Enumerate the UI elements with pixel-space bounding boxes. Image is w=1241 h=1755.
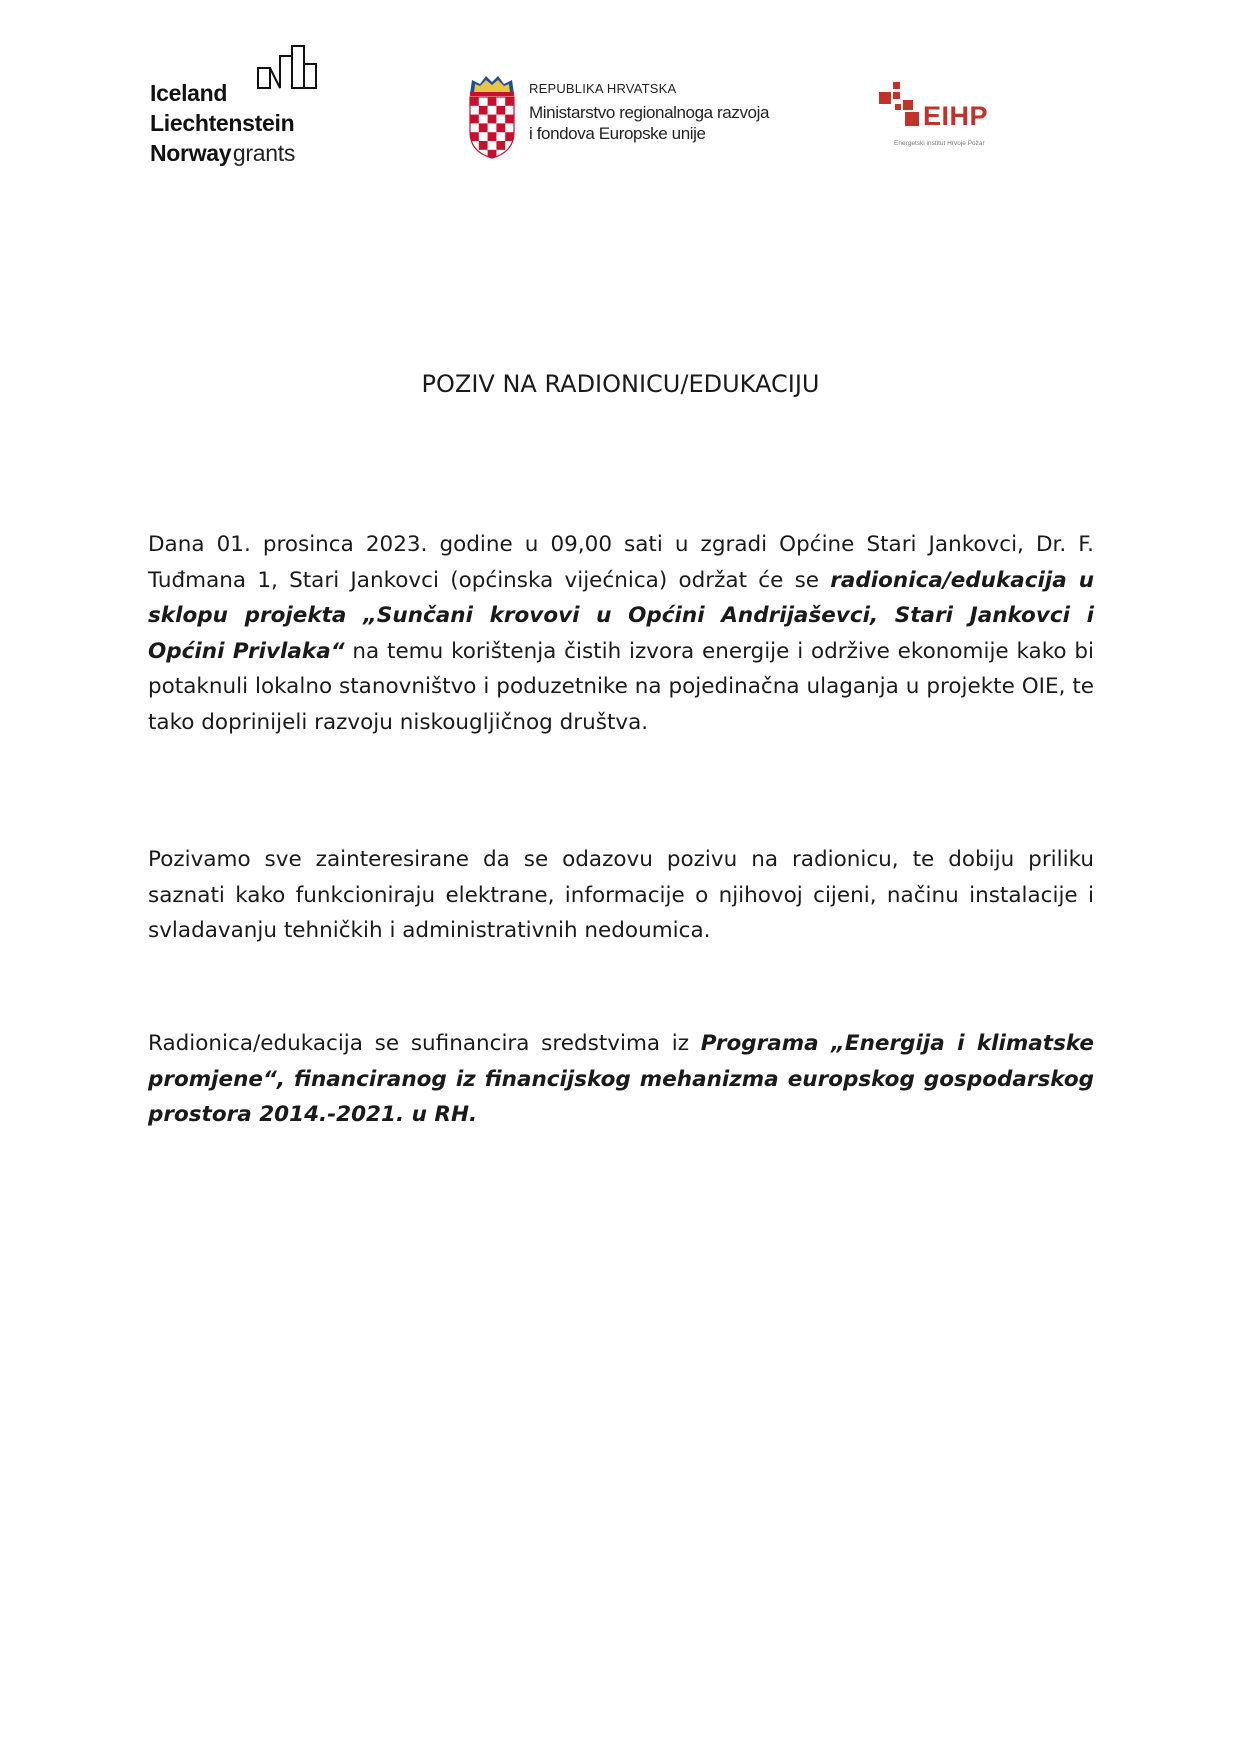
eea-logo-liechtenstein: Liechtenstein xyxy=(150,110,295,136)
ministry-logo xyxy=(466,74,796,164)
eea-logo-norway: Norway xyxy=(150,140,232,166)
paragraph3-text-before: Radionica/edukacija se sufinancira sredstvima iz xyxy=(148,1031,701,1056)
ministry-republic-label: REPUBLIKA HRVATSKA xyxy=(529,81,677,96)
document-title: POZIV NA RADIONICU/EDUKACIJU xyxy=(421,370,820,398)
eea-grants-logo xyxy=(150,44,330,179)
paragraph3-emphasis: Programa „Energija i klimatske promjene“, financiranog iz financijskog mehanizma europskog gospodarskog prostora 2014.-2021. u RH. xyxy=(148,1031,1094,1127)
ministry-name-line1: Ministarstvo regionalnoga razvoja xyxy=(529,103,770,122)
croatian-coat-of-arms-icon xyxy=(466,74,518,160)
paragraph1-text-after: na temu korištenja čistih izvora energije i održive ekonomije kako bi potaknuli lokalno stanovništvo i poduzetnike na pojedinačna ulaganja u projekte OIE, te tako doprinijeli razvoju niskougljičnog društva. xyxy=(148,638,1095,735)
paragraph-invitation xyxy=(148,842,1094,949)
eea-logo-grants: grants xyxy=(232,140,296,166)
paragraph-event-details xyxy=(148,527,1094,740)
paragraph1-text-before: Dana 01. prosinca 2023. godine u 09,00 sati u zgradi Općine Stari Jankovci, Dr. F. Tuđmana 1, Stari Jankovci (općinska vijećnica) održat će se xyxy=(148,532,1094,593)
paragraph1-emphasis: radionica/edukacija u sklopu projekta „Sunčani krovovi u Općini Andrijaševci, Stari Jankovci i Općini Privlaka“ xyxy=(148,567,1095,664)
paragraph-funding xyxy=(148,1026,1094,1133)
paragraph2-text: Pozivamo sve zainteresirane da se odazovu pozivu na radionicu, te dobiju priliku saznati kako funkcioniraju elektrane, informacije o njihovoj cijeni, načinu instalacije i svladavanju tehničkih i administrativnih nedoumica. xyxy=(148,847,1094,943)
eea-logo-iceland: Iceland xyxy=(150,80,228,106)
eihp-logo xyxy=(879,82,1019,152)
eihp-pixel-mark-icon xyxy=(879,82,923,142)
ministry-name-line2: i fondova Europske unije xyxy=(529,124,706,143)
eihp-subtitle: Energetski institut Hrvoje Požar xyxy=(894,140,985,147)
eihp-acronym: EIHP xyxy=(923,101,989,131)
